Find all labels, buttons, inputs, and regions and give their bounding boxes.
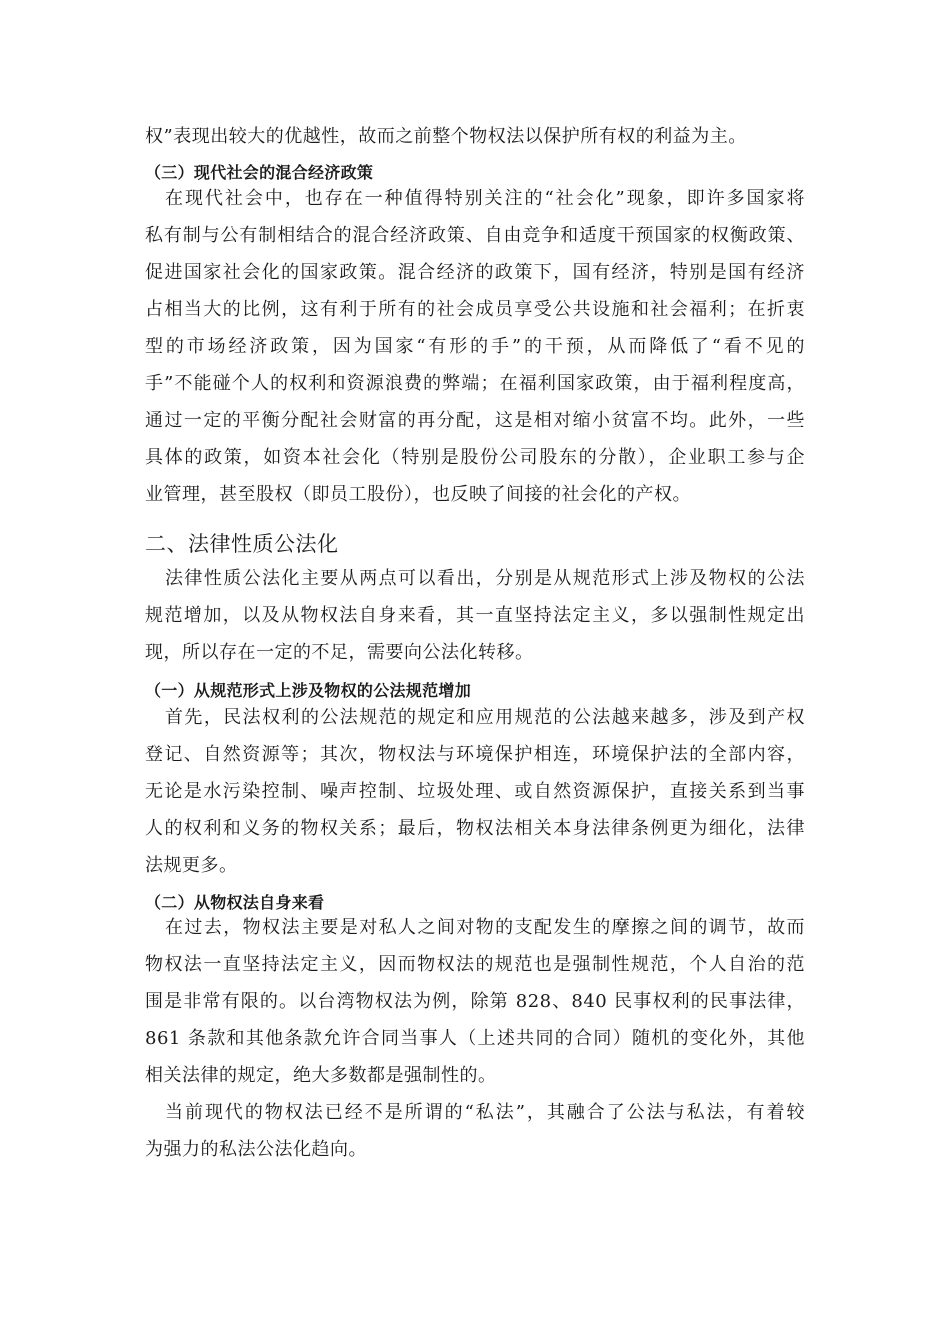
paragraph-line: 私有制与公有制相结合的混合经济政策、自由竞争和适度干预国家的权衡政策、: [145, 225, 805, 246]
paragraph-line: 无论是水污染控制、噪声控制、垃圾处理、或自然资源保护，直接关系到当事: [145, 781, 805, 802]
paragraph-line: 占相当大的比例，这有利于所有的社会成员享受公共设施和社会福利；在折衷: [145, 299, 805, 320]
paragraph-line: 为强力的私法公法化趋向。: [145, 1139, 367, 1160]
paragraph-line: 首先，民法权利的公法规范的规定和应用规范的公法越来越多，涉及到产权: [165, 707, 805, 728]
paragraph-line: 现，所以存在一定的不足，需要向公法化转移。: [145, 642, 534, 663]
chapter-heading: 二、法律性质公法化: [145, 532, 339, 556]
section-heading: （一）从规范形式上涉及物权的公法规范增加: [145, 681, 472, 700]
paragraph-line: 手”不能碰个人的权利和资源浪费的弊端；在福利国家政策，由于福利程度高，: [145, 373, 805, 394]
paragraph-line: 业管理，甚至股权（即员工股份），也反映了间接的社会化的产权。: [145, 484, 691, 505]
paragraph-line: 人的权利和义务的物权关系；最后，物权法相关本身法律条例更为细化，法律: [145, 818, 805, 839]
paragraph-line: 861 条款和其他条款允许合同当事人（上述共同的合同）随机的变化外，其他: [145, 1028, 805, 1049]
paragraph-line: 促进国家社会化的国家政策。混合经济的政策下，国有经济，特别是国有经济: [145, 262, 805, 283]
paragraph-line: 规范增加，以及从物权法自身来看，其一直坚持法定主义，多以强制性规定出: [145, 605, 805, 626]
paragraph-line: 型的市场经济政策，因为国家“有形的手”的干预，从而降低了“看不见的: [145, 336, 805, 357]
paragraph-line: 在过去，物权法主要是对私人之间对物的支配发生的摩擦之间的调节，故而: [165, 917, 805, 938]
paragraph-line: 通过一定的平衡分配社会财富的再分配，这是相对缩小贫富不均。此外，一些: [145, 410, 805, 431]
paragraph-line: 法律性质公法化主要从两点可以看出，分别是从规范形式上涉及物权的公法: [165, 568, 805, 589]
paragraph-line: 登记、自然资源等；其次，物权法与环境保护相连，环境保护法的全部内容，: [145, 744, 805, 765]
paragraph-line: 物权法一直坚持法定主义，因而物权法的规范也是强制性规范，个人自治的范: [145, 954, 805, 975]
paragraph-line: 权”表现出较大的优越性，故而之前整个物权法以保护所有权的利益为主。: [145, 126, 747, 147]
paragraph-line: 具体的政策，如资本社会化（特别是股份公司股东的分散），企业职工参与企: [145, 447, 805, 468]
paragraph-line: 相关法律的规定，绝大多数都是强制性的。: [145, 1065, 497, 1086]
paragraph-line: 围是非常有限的。以台湾物权法为例，除第 828、840 民事权利的民事法律，: [145, 991, 805, 1012]
section-heading: （三）现代社会的混合经济政策: [145, 163, 374, 182]
section-heading: （二）从物权法自身来看: [145, 893, 325, 912]
paragraph-line: 在现代社会中，也存在一种值得特别关注的“社会化”现象，即许多国家将: [165, 188, 805, 209]
paragraph-line: 法规更多。: [145, 855, 238, 876]
paragraph-line: 当前现代的物权法已经不是所谓的“私法”，其融合了公法与私法，有着较: [165, 1102, 805, 1123]
